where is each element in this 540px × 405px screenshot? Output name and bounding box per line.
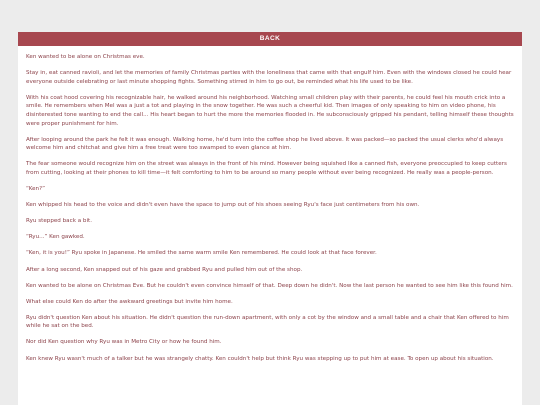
story-paragraph: Stay in, eat canned ravioli, and let the memories of family Christmas parties with the loneliness that came with that engulf him. Even with the windows closed he could hear everyone outside celebrating or last minute shopping fights. Something stirred in him to go out, be reminded what his life used to be like. (26, 70, 512, 85)
story-paragraph: “Ryu...” Ken gawked. (26, 234, 85, 241)
story-paragraph: The fear someone would recognize him on the street was always in the front of his mind. However being squished like a canned fish, everyone preoccupied to keep cutters from cutting, looking at their phones to kill time—it felt comforting to him to be around so many people without ever being recognized. He really was a people-person. (26, 161, 507, 176)
story-paragraph: With his coat hood covering his recognizable hair, he walked around his neighborhood. Watching small children play with their parents, he could feel his mouth crick into a smile. He remembers when Mel was a just a tot and playing in the snow together. He was such a cheerful kid. Then images of only speaking to him on video phone, his disinterested tone wanting to end the call... His heart began to hurt the more the memories flooded in. He subconsciously gripped his pendant, telling himself these thoughts were proper punishment for him. (26, 94, 514, 127)
story-paragraph: Ken wanted to be alone on Christmas Eve. But he couldn't even convince himself of that. Deep down he didn't. Now the last person he wanted to see him like this found him. (26, 282, 513, 289)
story-paragraph: After looping around the park he felt it was enough. Walking home, he'd turn into the coffee shop he lived above. It was packed—so packed the usual clerks who'd always welcome him and chitchat and give him a free treat were too swamped to even glance at him. (26, 136, 504, 152)
story-paragraph: What else could Ken do after the awkward greetings but invite him home. (26, 298, 233, 305)
back-button[interactable]: BACK (18, 32, 522, 46)
story-paragraph: Ken whipped his head to the voice and didn't even have the space to jump out of his shoes seeing Ryu's face just centimeters from his own. (26, 202, 420, 209)
story-paragraph: After a long second, Ken snapped out of his gaze and grabbed Ryu and pulled him out of the shop. (26, 266, 303, 273)
story-paragraph: Ryu didn't question Ken about his situation. He didn't question the run-down apartment, with only a cot by the window and a small table and a chair that Ken offered to him while he sat on the bed. (26, 314, 509, 330)
story-paragraph: “Ken, it is you!” Ryu spoke in Japanese. He smiled the same warm smile Ken remembered. He could look at that face forever. (26, 250, 377, 257)
story-page (18, 32, 522, 405)
story-paragraph: Ken wanted to be alone on Christmas eve. (26, 54, 145, 60)
story-paragraph: Ryu stepped back a bit. (26, 218, 92, 225)
story-paragraph: Ken knew Ryu wasn't much of a talker but he was strangely chatty. Ken couldn't help but think Ryu was stepping up to put him at ease. To open up about his situation. (26, 355, 494, 362)
story-paragraph: Nor did Ken question why Ryu was in Metro City or how he found him. (26, 339, 222, 346)
story-paragraph: “Ken?” (26, 186, 45, 193)
story-text (18, 46, 522, 363)
